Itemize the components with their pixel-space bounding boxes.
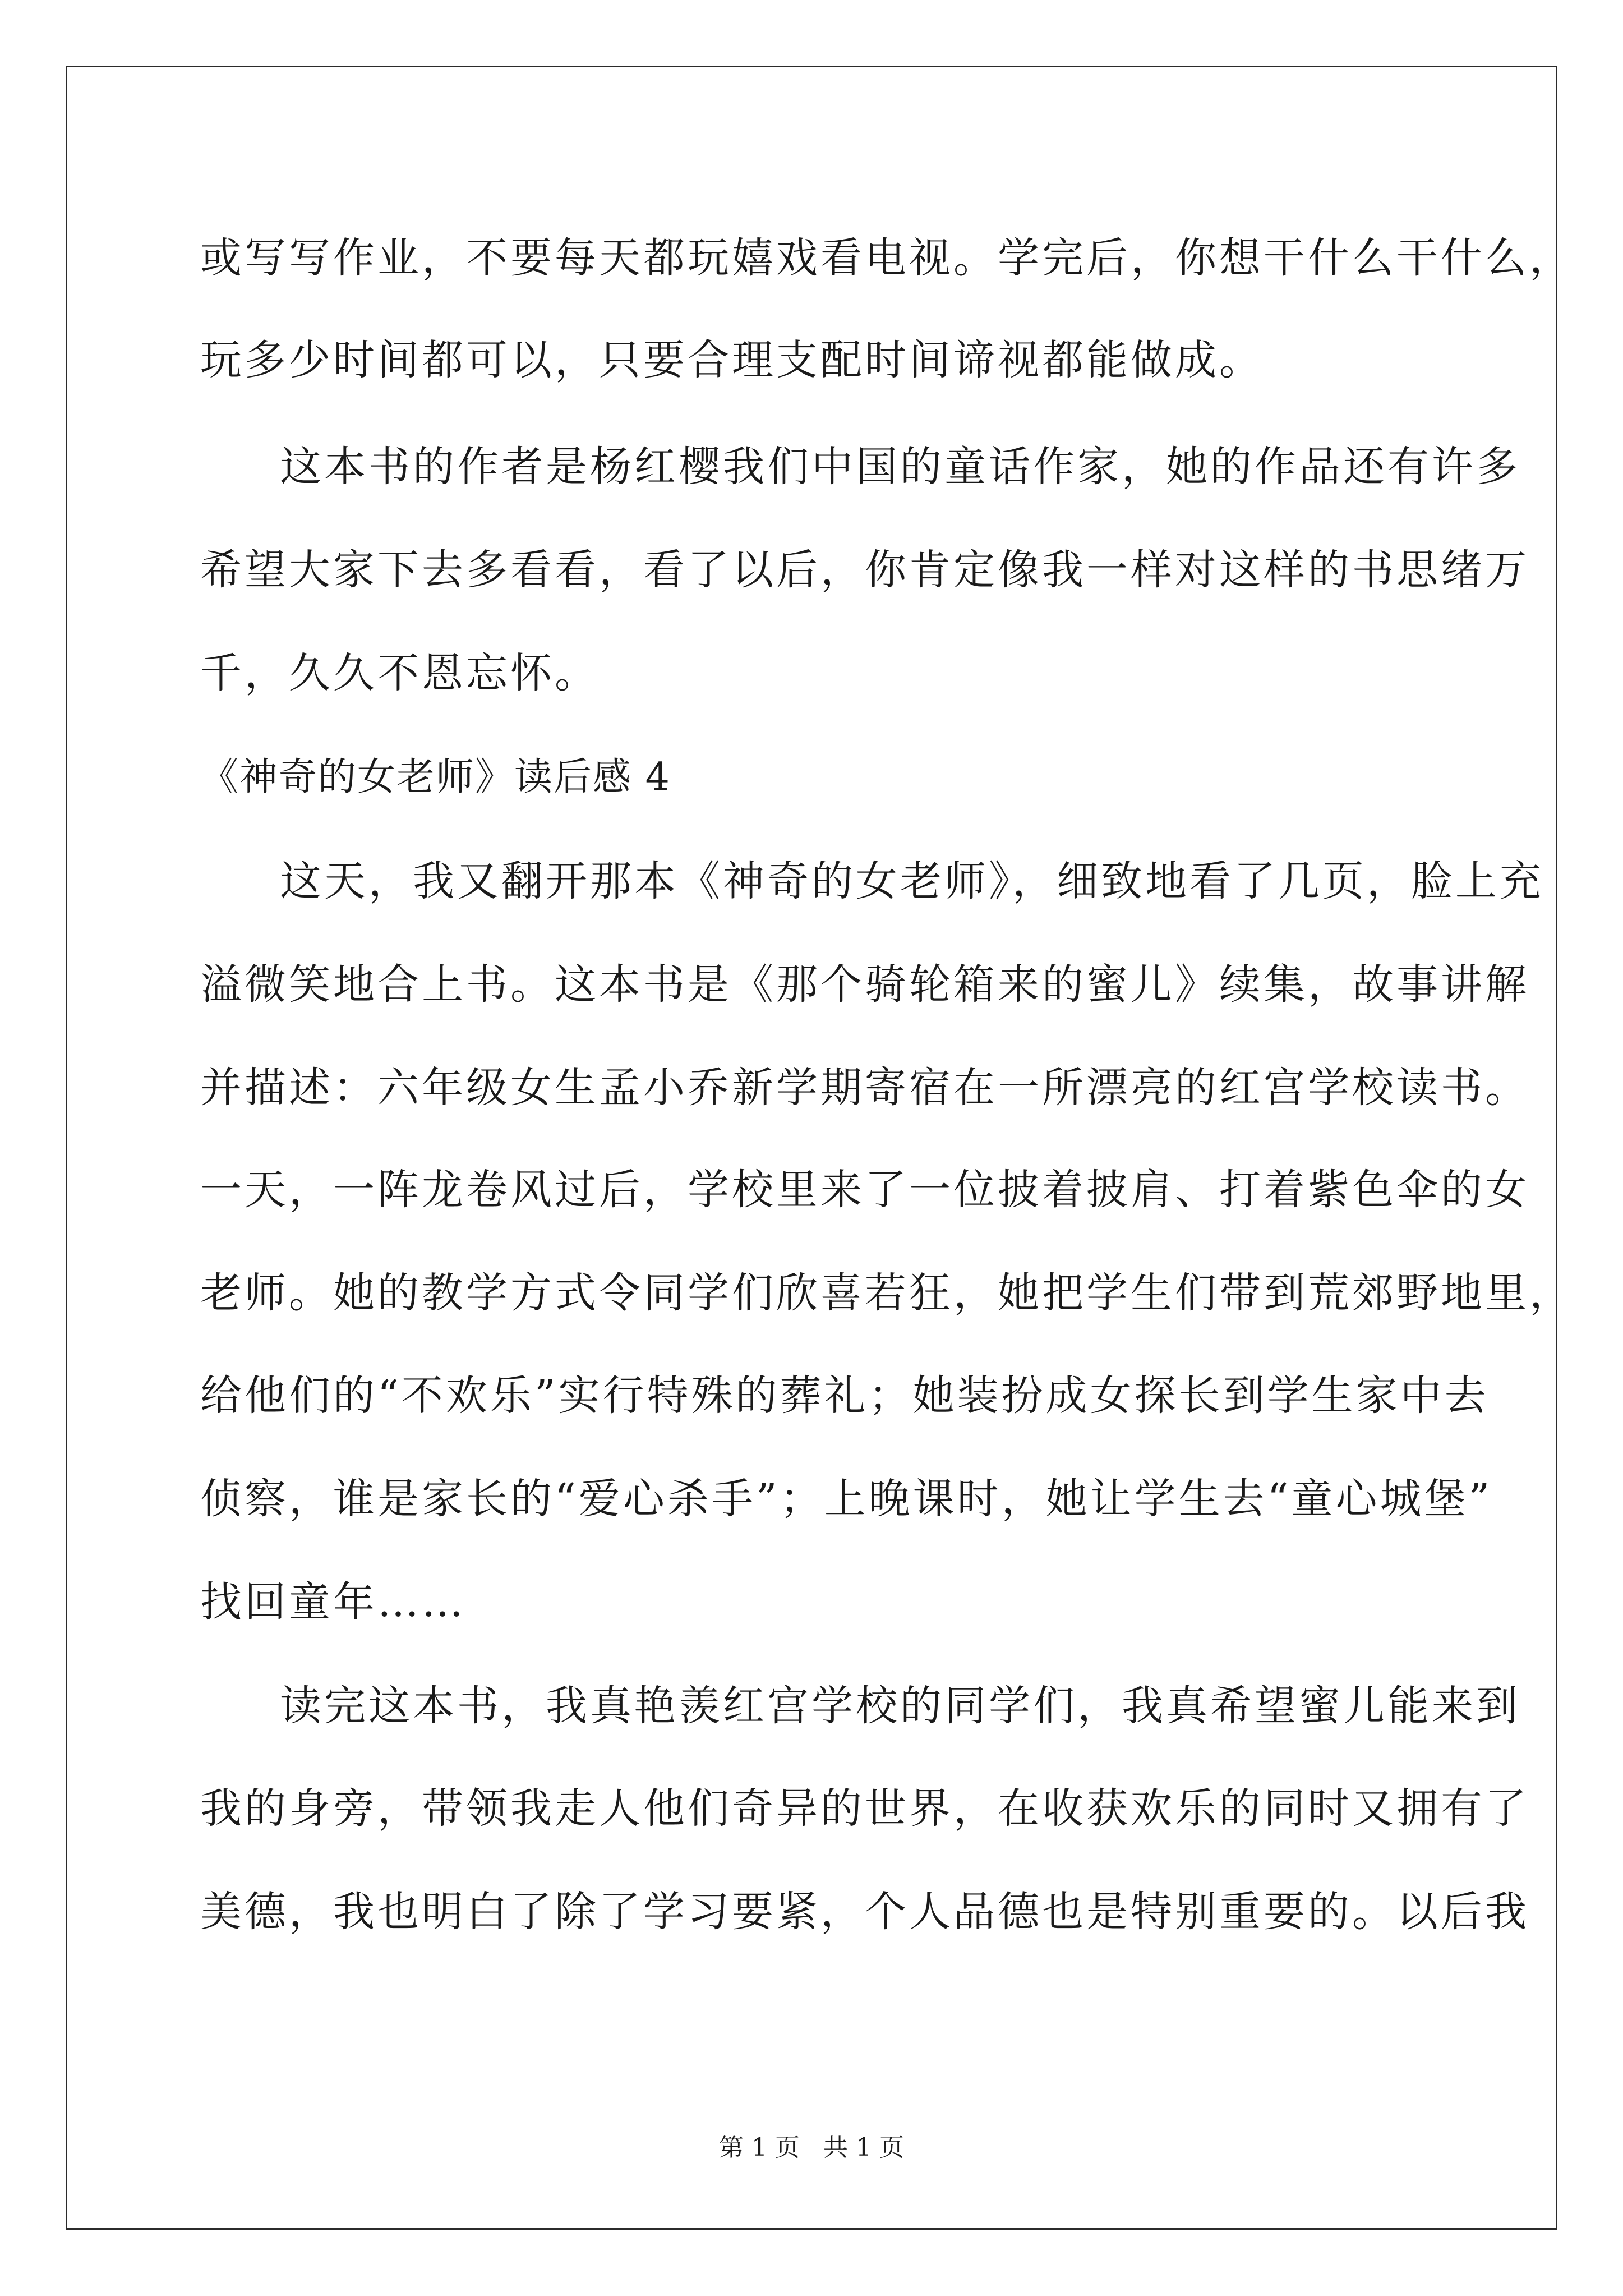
paragraph-line: 找回童年…… [200, 1578, 466, 1626]
paragraph-line: 千，久久不恩忘怀。 [200, 649, 599, 697]
paragraph-line: 或写写作业，不要每天都玩嬉戏看电视。学完后，你想干什么干什么， [200, 234, 1574, 282]
paragraph-line: 读完这本书，我真艳羡红宫学校的同学们，我真希望蜜儿能来到 [280, 1682, 1520, 1730]
paragraph-line: 美德，我也明白了除了学习要紧，个人品德也是特别重要的。以后我 [200, 1888, 1529, 1936]
section-heading: 《神奇的女老师》读后感 4 [200, 755, 671, 799]
paragraph-line: 并描述：六年级女生孟小乔新学期寄宿在一所漂亮的红宫学校读书。 [200, 1064, 1529, 1112]
paragraph-line: 这天，我又翻开那本《神奇的女老师》，细致地看了几页，脸上充 [280, 857, 1544, 905]
paragraph-line: 溢微笑地合上书。这本书是《那个骑轮箱来的蜜儿》续集，故事讲解 [200, 960, 1529, 1009]
paragraph-line: 给他们的“不欢乐”实行特殊的葬礼；她装扮成女探长到学生家中去 [200, 1372, 1489, 1420]
paragraph-line: 玩多少时间都可以，只要合理支配时间谛视都能做成。 [200, 336, 1264, 384]
paragraph-line: 侦察，谁是家长的“爱心杀手”；上晚课时，她让学生去“童心城堡” [200, 1475, 1493, 1523]
paragraph-line: 希望大家下去多看看，看了以后，你肯定像我一样对这样的书思绪万 [200, 546, 1529, 594]
paragraph-line: 这本书的作者是杨红樱我们中国的童话作家，她的作品还有许多 [280, 443, 1520, 491]
paragraph-line: 我的身旁，带领我走人他们奇异的世界，在收获欢乐的同时又拥有了 [200, 1784, 1529, 1833]
paragraph-line: 老师。她的教学方式令同学们欣喜若狂，她把学生们带到荒郊野地里， [200, 1269, 1574, 1317]
paragraph-line: 一天，一阵龙卷风过后，学校里来了一位披着披肩、打着紫色伞的女 [200, 1166, 1529, 1214]
page-number-footer: 第 1 页 共 1 页 [719, 2133, 904, 2162]
